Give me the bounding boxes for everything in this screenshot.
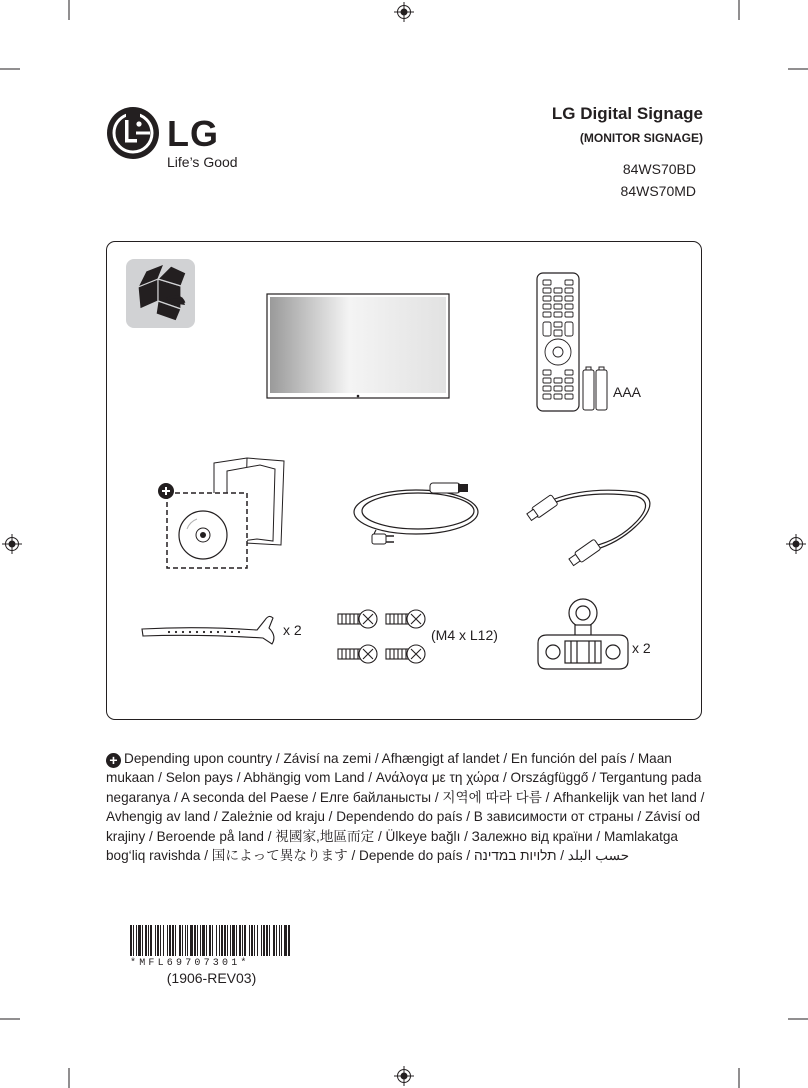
brand-name: LG — [167, 113, 219, 154]
barcode-bar — [206, 925, 207, 956]
barcode-bar — [179, 925, 181, 956]
registration-target-icon — [786, 534, 806, 554]
barcode-bar — [273, 925, 275, 956]
barcode-bar — [236, 925, 237, 956]
battery-icon — [583, 367, 607, 410]
barcode-bar — [202, 925, 205, 956]
barcode-bar — [182, 925, 183, 956]
barcode-bar — [281, 925, 282, 956]
barcode — [128, 925, 294, 958]
barcode-bar — [187, 925, 188, 956]
barcode-bar — [200, 925, 201, 956]
model-number: 84WS70BD — [622, 161, 696, 177]
country-note — [106, 749, 706, 865]
barcode-bar — [175, 925, 176, 956]
barcode-bar — [284, 925, 287, 956]
barcode-bar — [288, 925, 290, 956]
barcode-bar — [263, 925, 265, 956]
barcode-bar — [227, 925, 228, 956]
barcode-bar — [254, 925, 255, 956]
barcode-bar — [261, 925, 262, 956]
barcode-bar — [148, 925, 149, 956]
revision-code: (1906-REV03) — [166, 970, 257, 986]
power-cord-icon — [348, 478, 496, 548]
barcode-bar — [212, 925, 213, 956]
barcode-bar — [160, 925, 161, 956]
barcode-bar — [133, 925, 134, 956]
barcode-bar — [249, 925, 250, 956]
barcode-bar — [142, 925, 143, 956]
barcode-bar — [266, 925, 268, 956]
bracket-quantity: x 2 — [632, 640, 651, 656]
monitor-icon — [266, 293, 450, 400]
product-subtitle: (MONITOR SIGNAGE) — [579, 131, 703, 145]
barcode-bar — [167, 925, 168, 956]
barcode-bar — [257, 925, 258, 956]
barcode-bar — [172, 925, 174, 956]
barcode-bar — [279, 925, 280, 956]
barcode-bar — [157, 925, 159, 956]
registration-target-icon — [394, 1066, 414, 1086]
barcode-bar — [138, 925, 141, 956]
barcode-bar — [242, 925, 243, 956]
model-number: 84WS70MD — [620, 183, 696, 199]
barcode-bar — [219, 925, 220, 956]
barcode-bar — [239, 925, 241, 956]
cable-tie-icon — [139, 612, 284, 648]
screws-icon — [334, 604, 430, 670]
barcode-bar — [244, 925, 246, 956]
barcode-bar — [185, 925, 186, 956]
barcode-bar — [197, 925, 198, 956]
manuals-cd-icon — [157, 455, 289, 571]
mounting-bracket-icon — [535, 597, 631, 679]
barcode-bar — [169, 925, 171, 956]
barcode-bar — [155, 925, 156, 956]
barcode-text: *MFL69707301* — [130, 958, 250, 969]
battery-label: AAA — [613, 384, 642, 400]
barcode-bar — [163, 925, 164, 956]
barcode-bar — [224, 925, 226, 956]
brand-tagline: Life’s Good — [167, 154, 238, 170]
registration-target-icon — [2, 534, 22, 554]
plus-circle-icon: + — [106, 753, 121, 768]
cable-tie-quantity: x 2 — [283, 622, 302, 638]
barcode-bar — [230, 925, 231, 956]
country-note-text: Depending upon country / Závisí na zemi / Afhængigt af landet / En función del país / Maan mukaan / Selon pays / Abhängig vom Land / Ανάλογα με τη χώρα / Országfüggő / Tergantung pada negaranya / A seconda del Paese / Елге байланысты / 지역에 따라 다름 / Afhankelijk van het land / Avhengig av land / Zależnie od kraju / Dependendo do país / В зависимости от страны / Závisí od krajiny / Beroende på land / 視國家,地區而定 / Ülkeye bağlı / Залежно від країни / Mamlakatga bog‘liq ravishda / 国によって異なります / Depende do país / حسب البلد / תלויות במדינה — [106, 751, 705, 864]
barcode-bar — [232, 925, 235, 956]
barcode-bar — [251, 925, 253, 956]
barcode-bar — [216, 925, 217, 956]
product-title: LG Digital Signage — [551, 104, 703, 123]
barcode-bar — [221, 925, 223, 956]
barcode-bar — [136, 925, 137, 956]
hdmi-cable-icon — [532, 478, 662, 566]
lg-logo-icon — [106, 106, 160, 160]
barcode-bar — [209, 925, 211, 956]
registration-target-icon — [394, 2, 414, 22]
barcode-bar — [269, 925, 270, 956]
remote-control-icon — [535, 272, 615, 414]
barcode-bar — [190, 925, 193, 956]
barcode-bar — [150, 925, 152, 956]
barcode-bar — [194, 925, 196, 956]
package-box-icon — [126, 259, 196, 329]
barcode-bar — [130, 925, 132, 956]
screws-spec: (M4 x L12) — [431, 627, 498, 643]
barcode-bar — [276, 925, 277, 956]
barcode-bar — [145, 925, 147, 956]
